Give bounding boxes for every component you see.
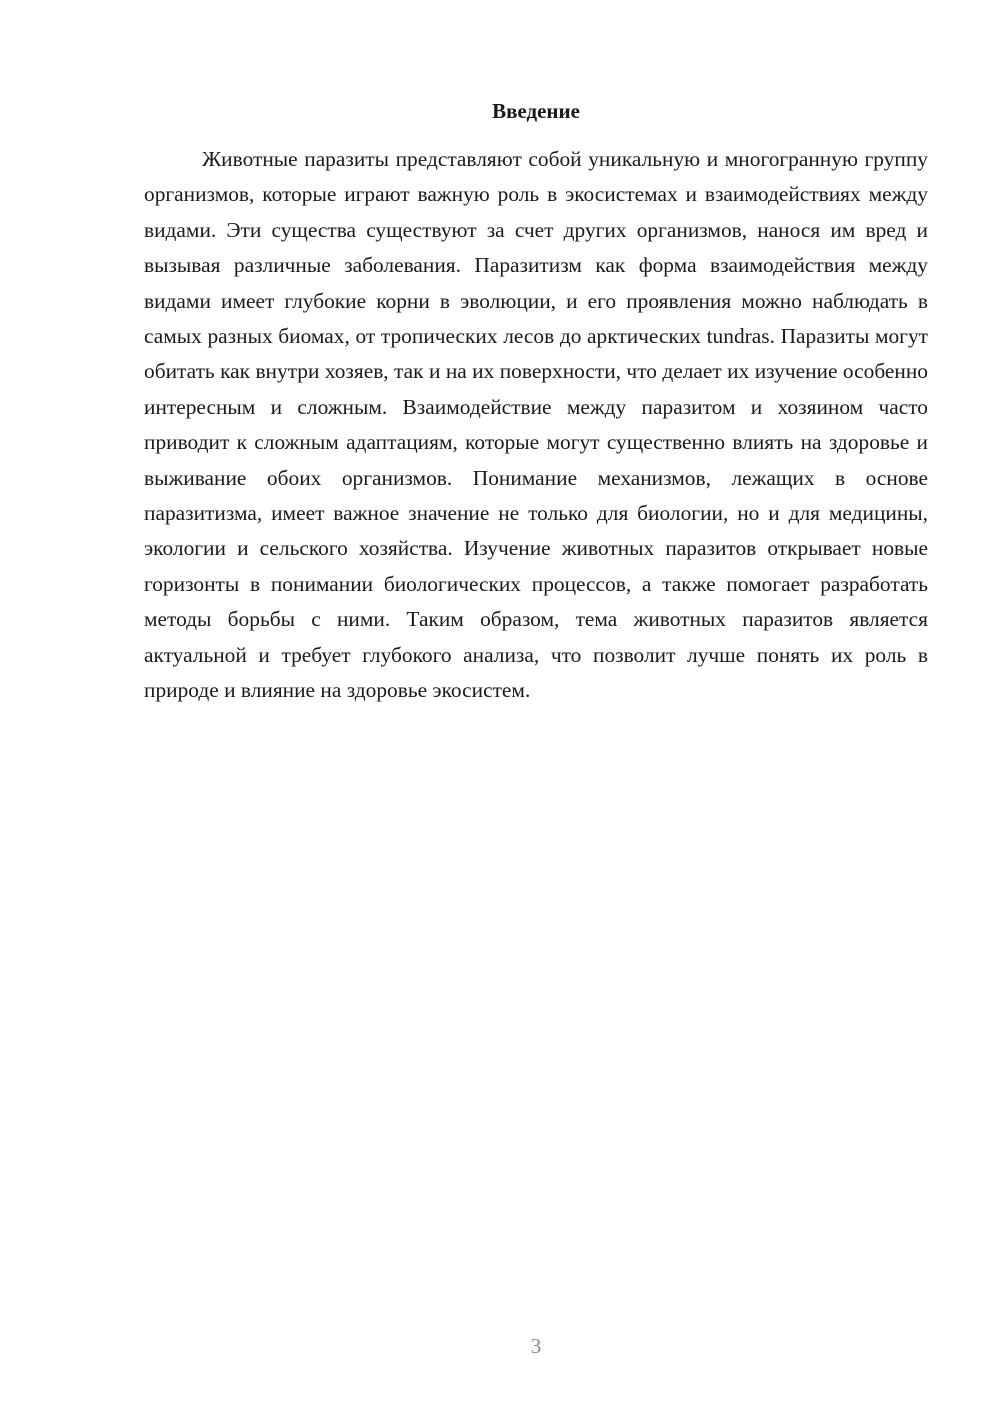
page-number: 3 bbox=[530, 1334, 542, 1358]
section-heading: Введение bbox=[492, 99, 580, 123]
body-paragraph: Животные паразиты представляют собой уникальную и многогранную группу организмов, которые играют важную роль в экосистемах и взаимодействиях между видами. Эти существа существуют за счет других организмов, нанося им вред и вызывая различные заболевания. Паразитизм как форма взаимодействия между видами имеет глубокие корни в эволюции, и его проявления можно наблюдать в самых разных биомах, от тропических лесов до арктических tundras. Паразиты могут обитать как внутри хозяев, так и на их поверхности, что делает их изучение особенно интересным и сложным. Взаимодействие между паразитом и хозяином часто приводит к сложным адаптациям, которые могут существенно влиять на здоровье и выживание обоих организмов. Понимание механизмов, лежащих в основе паразитизма, имеет важное значение не только для биологии, но и для медицины, экологии и сельского хозяйства. Изучение животных паразитов открывает новые горизонты в понимании биологических процессов, а также помогает разработать методы борьбы с ними. Таким образом, тема животных паразитов является актуальной и требует глубокого анализа, что позволит лучше понять их роль в природе и влияние на здоровье экосистем. bbox=[144, 147, 928, 703]
